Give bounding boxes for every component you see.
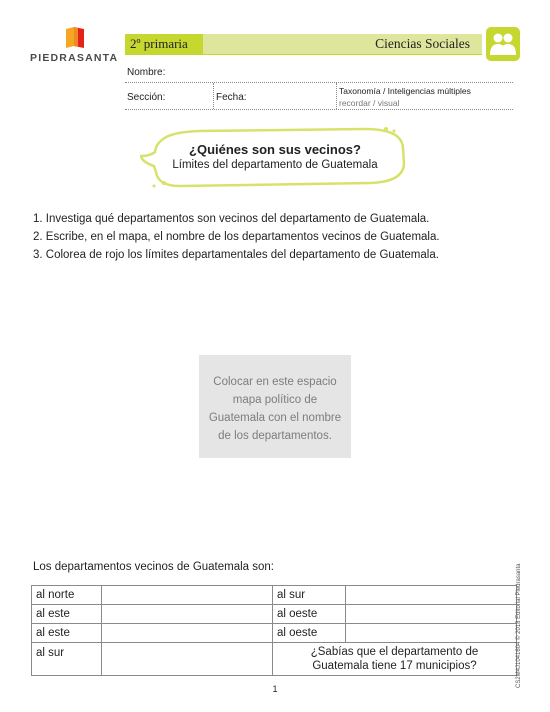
- nombre-label: Nombre:: [127, 67, 166, 78]
- answer-cell[interactable]: [346, 586, 517, 605]
- grade-badge: [125, 34, 203, 54]
- answer-cell[interactable]: [346, 605, 517, 624]
- field-divider: [336, 83, 337, 109]
- direction-label: al norte: [32, 586, 102, 605]
- seccion-label: Sección:: [127, 92, 166, 103]
- map-text-line: Colocar en este espacio: [213, 376, 337, 388]
- subject-label: Ciencias Sociales: [375, 36, 470, 51]
- answer-cell[interactable]: [102, 586, 273, 605]
- answer-cell[interactable]: [346, 624, 517, 643]
- instruction-item: 1. Investiga qué departamentos son vecinos del departamento de Guatemala.: [33, 213, 430, 225]
- field-divider: [213, 83, 214, 109]
- taxonomia-value: recordar / visual: [339, 98, 400, 108]
- table-row: [32, 586, 517, 605]
- grade-label: 2º primaria: [130, 36, 188, 51]
- header-rule: [125, 54, 482, 55]
- neighbors-table: [31, 585, 517, 676]
- activity-subtitle: Límites del departamento de Guatemala: [172, 159, 378, 171]
- table-row: [32, 605, 517, 624]
- map-placeholder-text: [199, 373, 351, 445]
- map-text-line: de los departamentos.: [218, 430, 332, 442]
- fun-fact: [273, 643, 517, 676]
- copyright-text: CS2M4J1041604 © 2018 Editorial Piedrasanta: [516, 563, 522, 688]
- direction-label: al sur: [32, 643, 102, 676]
- page-number: 1: [272, 684, 278, 694]
- book-logo-icon: [64, 26, 86, 48]
- table-row: [32, 643, 517, 676]
- fun-fact-line: Guatemala tiene 17 municipios?: [312, 660, 477, 672]
- table-row: [32, 624, 517, 643]
- direction-label: al este: [32, 605, 102, 624]
- instructions-list: [33, 210, 513, 264]
- answer-cell[interactable]: [102, 643, 273, 676]
- direction-label: al sur: [273, 586, 346, 605]
- logo-text: PIEDRASANTA: [30, 52, 119, 64]
- fecha-label: Fecha:: [216, 92, 247, 103]
- map-text-line: mapa político de: [232, 394, 318, 406]
- instruction-item: 3. Colorea de rojo los límites departamentales del departamento de Guatemala.: [33, 249, 439, 261]
- group-icon: [489, 31, 517, 57]
- subject-band: [203, 34, 482, 54]
- map-text-line: Guatemala con el nombre: [208, 412, 342, 424]
- nombre-line[interactable]: [125, 82, 513, 83]
- direction-label: al oeste: [273, 605, 346, 624]
- fun-fact-line: ¿Sabías que el departamento de: [310, 646, 479, 658]
- direction-label: al este: [32, 624, 102, 643]
- publisher-logo: [30, 26, 122, 70]
- direction-label: al oeste: [273, 624, 346, 643]
- taxonomia-label: Taxonomía / Inteligencias múltiples: [339, 86, 471, 96]
- instruction-item: 2. Escribe, en el mapa, el nombre de los departamentos vecinos de Guatemala.: [33, 231, 440, 243]
- seccion-fecha-line[interactable]: [125, 109, 513, 110]
- answer-cell[interactable]: [102, 605, 273, 624]
- answer-cell[interactable]: [102, 624, 273, 643]
- group-icon-box: [486, 27, 520, 61]
- activity-title: ¿Quiénes son sus vecinos?: [189, 142, 361, 157]
- neighbors-title: Los departamentos vecinos de Guatemala son:: [33, 561, 275, 573]
